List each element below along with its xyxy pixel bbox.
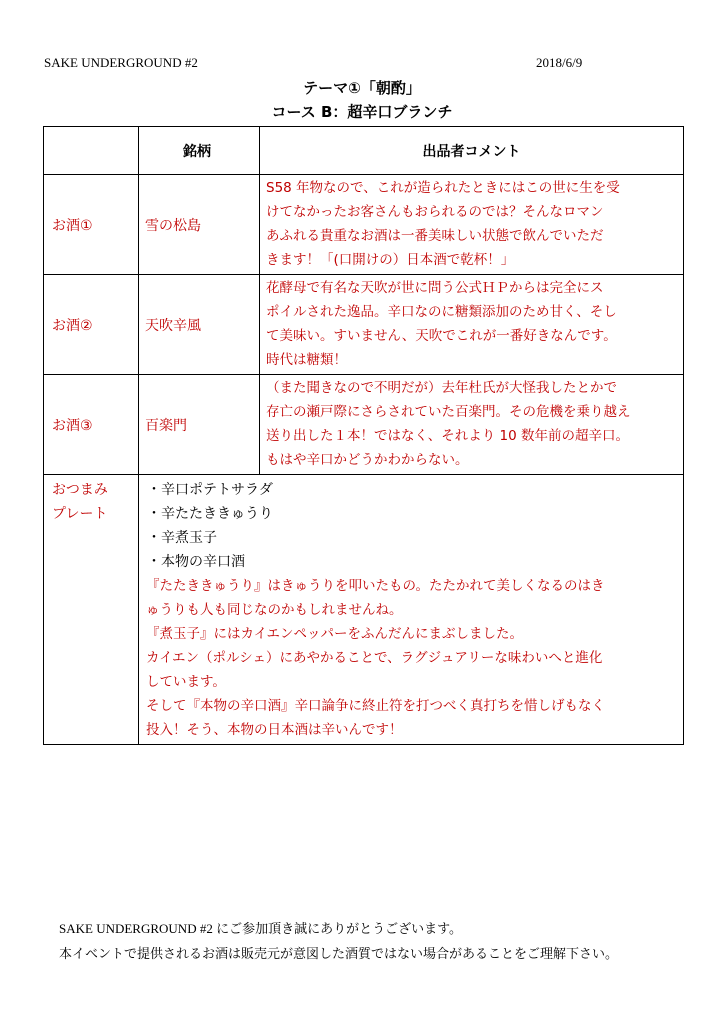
event-name: SAKE UNDERGROUND #2 [44, 55, 198, 70]
row-label: お酒③ [44, 375, 139, 475]
course-title: コース B：超辛口ブランチ [271, 103, 453, 121]
theme-title: テーマ①「朝酌」 [303, 79, 421, 97]
comment-line: もはや辛口かどうかわからない。 [266, 452, 469, 468]
plate-note: 『たたききゅうり』はきゅうりを叩いたもの。たたかれて美しくなるのはき [146, 578, 605, 594]
comment-line: けてなかったお客さんもおられるのでは？そんなロマン [266, 204, 604, 220]
plate-label [44, 475, 139, 745]
row-label: お酒① [44, 175, 139, 275]
brand-comment [260, 375, 684, 475]
event-date: 2018/6/9 [536, 55, 583, 70]
plate-content [139, 475, 684, 745]
comment-line: S58 年物なので、これが造られたときにはこの世に生を受 [266, 180, 620, 196]
plate-item: ・辛たたききゅうり [147, 506, 273, 522]
table-row-plate [44, 475, 684, 745]
table-row [44, 275, 684, 375]
comment-line: （また聞きなので不明だが）去年杜氏が大怪我したとかで [266, 380, 617, 396]
header-brand: 銘柄 [139, 127, 260, 175]
comment-line: きます！「(口開けの）日本酒で乾杯！」 [266, 252, 515, 268]
brand-comment [260, 175, 684, 275]
plate-item: ・辛煮玉子 [147, 530, 217, 546]
plate-note: カイエン（ポルシェ）にあやかることで、ラグジュアリーな味わいへと進化 [146, 650, 603, 666]
plate-note: 『煮玉子』にはカイエンペッパーをふんだんにまぶしました。 [146, 626, 524, 642]
comment-line: て美味い。すいません、天吹でこれが一番好きなんです。 [266, 328, 617, 344]
sake-menu-table [43, 126, 684, 745]
comment-line: 存亡の瀬戸際にさらされていた百楽門。その危機を乗り越え [266, 404, 631, 420]
brand-name: 雪の松島 [139, 175, 260, 275]
table-row [44, 175, 684, 275]
table-header-row [44, 127, 684, 175]
plate-note: 投入！そう、本物の日本酒は辛いんです！ [146, 722, 403, 738]
plate-note: そして『本物の辛口酒』辛口論争に終止符を打つべく真打ちを惜しげもなく [146, 698, 605, 714]
brand-comment [260, 275, 684, 375]
plate-note: ゅうりも人も同じなのかもしれませんね。 [146, 602, 403, 618]
plate-label-line: おつまみ [52, 482, 108, 498]
plate-label-line: プレート [52, 506, 108, 522]
header-empty-cell [44, 127, 139, 175]
footer-thanks: SAKE UNDERGROUND #2 にご参加頂き誠にありがとうございます。 [59, 921, 463, 936]
row-label: お酒② [44, 275, 139, 375]
plate-item: ・辛口ポテトサラダ [147, 482, 273, 498]
brand-name: 百楽門 [139, 375, 260, 475]
header-comment: 出品者コメント [260, 127, 684, 175]
footer-disclaimer: 本イベントで提供されるお酒は販売元が意図した酒質ではない場合があることをご理解下さい。 [59, 946, 619, 961]
brand-name: 天吹辛風 [139, 275, 260, 375]
plate-note: しています。 [146, 674, 226, 690]
comment-line: あふれる貴重なお酒は一番美味しい状態で飲んでいただ [266, 228, 604, 244]
plate-item: ・本物の辛口酒 [147, 554, 245, 570]
comment-line: 送り出した１本！ではなく、それより 10 数年前の超辛口。 [266, 428, 629, 444]
comment-line: 時代は糖類！ [266, 352, 347, 368]
comment-line: ポイルされた逸品。辛口なのに糖類添加のため甘く、そし [266, 304, 617, 320]
table-row [44, 375, 684, 475]
comment-line: 花酵母で有名な天吹が世に問う公式ＨＰからは完全にス [266, 280, 604, 296]
